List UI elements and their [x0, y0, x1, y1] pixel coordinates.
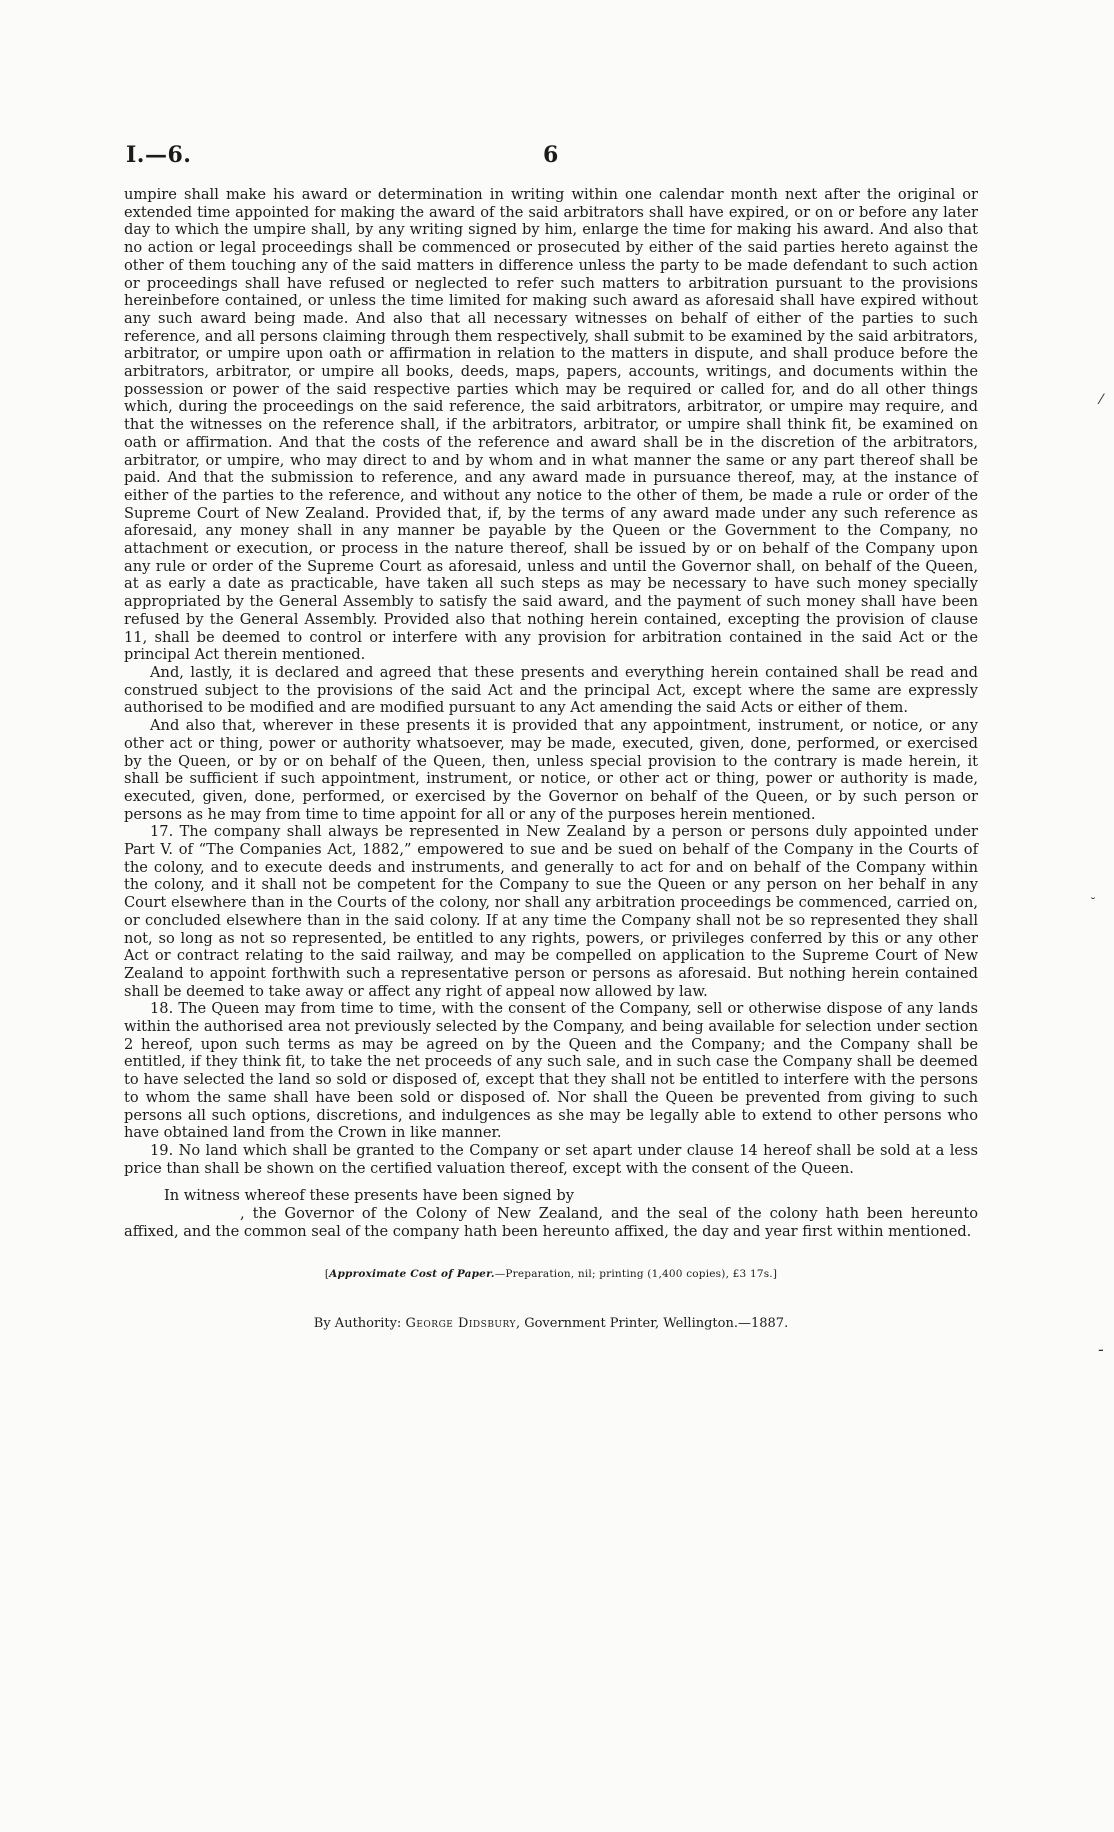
printer-name: George Didsbury	[405, 1316, 516, 1332]
page-header	[124, 142, 978, 186]
page-number: 6	[543, 142, 559, 168]
cost-note	[124, 1268, 978, 1280]
body-text	[124, 186, 978, 1177]
paragraph-clause-17: 17. The company shall always be represented in New Zealand by a person or persons duly appointed under Part V. of “The Companies Act, 1882,” empowered to sue and be sued on behalf of the Company in the Courts of the colony, and to execute deeds and instruments, and generally to act for and on behalf of the Company within the colony, and it shall not be competent for the Company to sue the Queen or any person on her behalf in any Court elsewhere than in the Courts of the colony, nor shall any arbitration proceedings be commenced, carried on, or concluded elsewhere than in the said colony. If at any time the Company shall not be so represented they shall not, so long as not so represented, be entitled to any rights, powers, or privileges conferred by this or any other Act or contract relating to the said railway, and may be compelled on application to the Supreme Court of New Zealand to appoint forthwith such a representative person or persons as aforesaid. But nothing herein contained shall be deemed to take away or affect any right of appeal now allowed by law.	[124, 823, 978, 1000]
cost-note-label: Approximate Cost of Paper.	[329, 1268, 495, 1281]
margin-mark: ⁄	[1100, 392, 1103, 408]
authority-suffix: , Government Printer, Wellington.—1887.	[515, 1316, 789, 1332]
paragraph-clause-19: 19. No land which shall be granted to the Company or set apart under clause 14 hereof shall be sold at a less price than shall be shown on the certified valuation thereof, except with the consent of the Queen.	[124, 1141, 978, 1177]
paragraph-construction: And, lastly, it is declared and agreed that these presents and everything herein contained shall be read and construed subject to the provisions of the said Act and the principal Act, except where the same are expressly authorised to be modified and are modified pursuant to any Act amending the said Acts or either of them.	[124, 663, 978, 717]
cost-note-open: [	[324, 1268, 330, 1281]
witness-line-2: , the Governor of the Colony of New Zealand, and the seal of the colony hath been hereunto affixed, and the common seal of the company hath been hereunto affixed, the day and year first within mentioned.	[124, 1205, 978, 1240]
printer-authority	[124, 1316, 978, 1331]
witness-clause	[124, 1187, 978, 1240]
cost-note-text: —Preparation, nil; printing (1,400 copies), £3 17s.	[494, 1268, 773, 1281]
margin-mark: ˘	[1090, 896, 1096, 910]
document-page	[124, 142, 978, 1331]
paragraph-clause-18: 18. The Queen may from time to time, with the consent of the Company, sell or otherwise dispose of any lands within the authorised area not previously selected by the Company, and being available for selection under section 2 hereof, upon such terms as may be agreed on by the Queen and the Company; and the Company shall be entitled, if they think fit, to take the net proceeds of any such sale, and in such case the Company shall be deemed to have selected the land so sold or disposed of, except that they shall not be entitled to interfere with the persons to whom the same shall have been sold or disposed of. Nor shall the Queen be prevented from giving to such persons all such options, discretions, and indulgences as she may be legally able to extend to other persons who have obtained land from the Crown in like manner.	[124, 1000, 978, 1142]
paragraph-arbitration: umpire shall make his award or determination in writing within one calendar month next after the original or extended time appointed for making the award of the said arbitrators shall have expired, or on or before any later day to which the umpire shall, by any writing signed by him, enlarge the time for making his award. And also that no action or legal proceedings shall be commenced or prosecuted by either of the said parties hereto against the other of them touching any of the said matters in difference unless the party to be made defendant to such action or proceedings shall have refused or neglected to refer such matters to arbitration pursuant to the provisions hereinbefore contained, or unless the time limited for making such award as aforesaid shall have expired without any such award being made. And also that all necessary witnesses on behalf of either of the parties to such reference, and all persons claiming through them respectively, shall submit to be examined by the said arbitrators, arbitrator, or umpire upon oath or affirmation in relation to the matters in dispute, and shall produce before the arbitrators, arbitrator, or umpire all books, deeds, maps, papers, accounts, writings, and documents within the possession or power of the said respective parties which may be required or called for, and do all other things which, during the proceedings on the said reference, the said arbitrators, arbitrator, or umpire may require, and that the witnesses on the reference shall, if the arbitrators, arbitrator, or umpire shall think fit, be examined on oath or affirmation. And that the costs of the reference and award shall be in the discretion of the arbitrators, arbitrator, or umpire, who may direct to and by whom and in what manner the same or any part thereof shall be paid. And that the submission to reference, and any award made in pursuance thereof, may, at the instance of either of the parties to the reference, and without any notice to the other of them, be made a rule or order of the Supreme Court of New Zealand. Provided that, if, by the terms of any award made under any such reference as aforesaid, any money shall in any manner be payable by the Queen or the Government to the Company, no attachment or execution, or process in the nature thereof, shall be issued by or on behalf of the Company upon any rule or order of the Supreme Court as aforesaid, unless and until the Governor shall, on behalf of the Queen, at as early a date as practicable, have taken all such steps as may be necessary to have such money specially appropriated by the General Assembly to satisfy the said award, and the payment of such money shall have been refused by the General Assembly. Provided also that nothing herein contained, excepting the provision of clause 11, shall be deemed to control or interfere with any provision for arbitration contained in the said Act or the principal Act therein mentioned.	[124, 186, 978, 664]
authority-prefix: By Authority:	[313, 1316, 406, 1332]
document-reference: I.—6.	[126, 142, 192, 168]
margin-mark: -	[1098, 1340, 1104, 1359]
cost-note-close: ]	[772, 1268, 778, 1281]
paragraph-governor-powers: And also that, wherever in these presents it is provided that any appointment, instrument, or notice, or any other act or thing, power or authority whatsoever, may be made, executed, given, done, performed, or exercised by the Queen, or by or on behalf of the Queen, then, unless special provision to the contrary is made herein, it shall be sufficient if such appointment, instrument, or notice, or other act or thing, power or authority is made, executed, given, done, performed, or exercised by the Governor on behalf of the Queen, or by such person or persons as he may from time to time appoint for all or any of the purposes herein mentioned.	[124, 717, 978, 823]
witness-line-1: In witness whereof these presents have been signed by	[164, 1187, 574, 1205]
